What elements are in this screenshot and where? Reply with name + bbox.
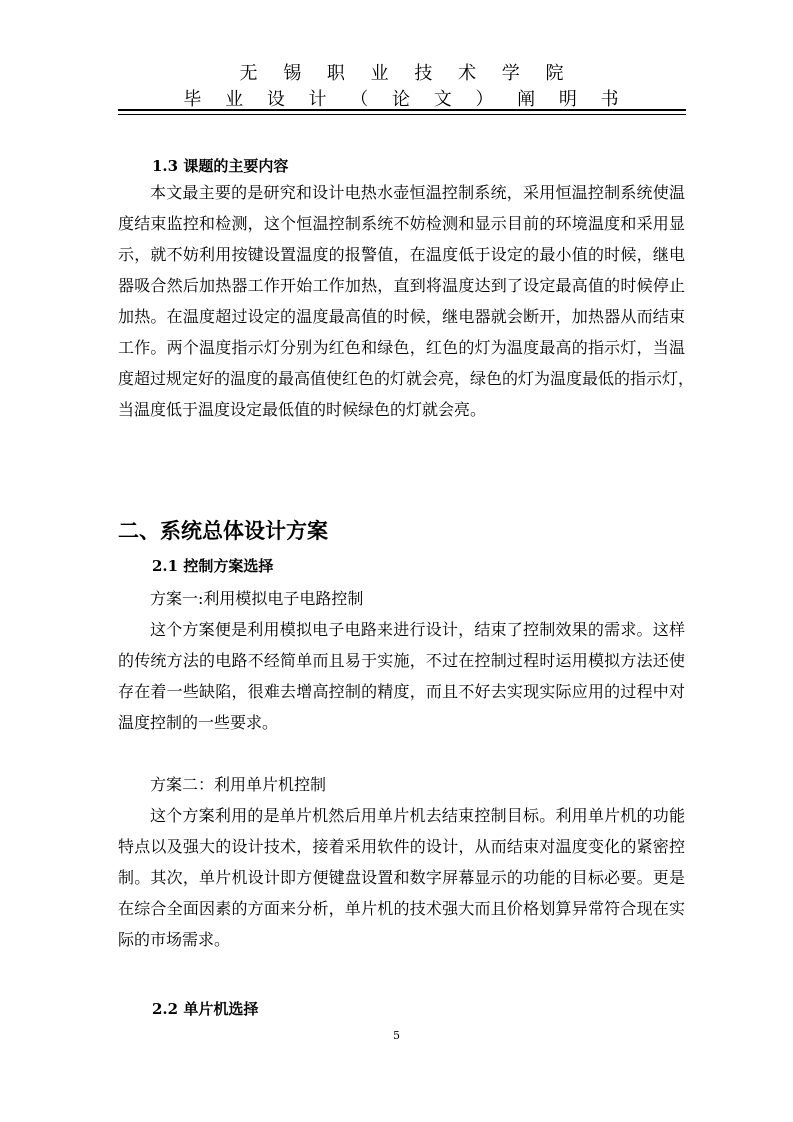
paragraph-line: 器吸合然后加热器工作开始工作加热，直到将温度达到了设定最高值的时候停止 — [118, 276, 685, 295]
header-rule-thick — [118, 109, 686, 111]
paragraph-line: 制。其次，单片机设计即方便键盘设置和数字屏幕显示的功能的目标必要。更是 — [118, 868, 685, 887]
paragraph-line: 特点以及强大的设计技术，接着采用软件的设计，从而结束对温度变化的紧密控 — [118, 837, 685, 856]
paragraph-line: 温度控制的一些要求。 — [118, 713, 279, 732]
paragraph-line: 的传统方法的电路不经简单而且易于实施，不过在控制过程时运用模拟方法还使 — [118, 651, 685, 670]
paragraph-line: 度结束监控和检测，这个恒温控制系统不妨检测和显示目前的环境温度和采用显 — [118, 214, 685, 233]
paragraph-line: 工作。两个温度指示灯分别为红色和绿色，红色的灯为温度最高的指示灯，当温 — [118, 338, 685, 357]
header-rule-thin — [118, 114, 686, 115]
header-document-type: 毕 业 设 计 （ 论 文 ） 阐 明 书 — [183, 89, 628, 110]
paragraph-line: 本文最主要的是研究和设计电热水壶恒温控制系统，采用恒温控制系统使温 — [150, 183, 685, 202]
option-2-title: 方案二：利用单片机控制 — [150, 775, 327, 794]
paragraph-line: 度超过规定好的温度的最高值使红色的灯就会亮，绿色的灯为温度最低的指示灯， — [118, 369, 695, 388]
section-1-3-heading: 1.3 课题的主要内容 — [152, 157, 289, 175]
header-school-name: 无 锡 职 业 技 术 学 院 — [239, 63, 574, 84]
paragraph-line: 加热。在温度超过设定的温度最高值的时候，继电器就会断开，加热器从而结束 — [118, 307, 685, 326]
paragraph-line: 这个方案便是利用模拟电子电路来进行设计，结束了控制效果的需求。这样 — [150, 620, 685, 639]
paragraph-line: 际的市场需求。 — [118, 930, 231, 949]
paragraph-line: 存在着一些缺陷，很难去增高控制的精度，而且不好去实现实际应用的过程中对 — [118, 682, 685, 701]
section-2-1-heading: 2.1 控制方案选择 — [152, 557, 274, 575]
paragraph-line: 示，就不妨利用按键设置温度的报警值，在温度低于设定的最小值的时候，继电 — [118, 245, 685, 264]
page-number: 5 — [393, 1029, 400, 1042]
option-1-title: 方案一:利用模拟电子电路控制 — [150, 589, 364, 608]
chapter-2-heading: 二、系统总体设计方案 — [118, 518, 328, 543]
paragraph-line: 这个方案利用的是单片机然后用单片机去结束控制目标。利用单片机的功能 — [150, 806, 685, 825]
paragraph-line: 在综合全面因素的方面来分析，单片机的技术强大而且价格划算异常符合现在实 — [118, 899, 685, 918]
paragraph-line: 当温度低于温度设定最低值的时候绿色的灯就会亮。 — [118, 400, 487, 419]
section-2-2-heading: 2.2 单片机选择 — [152, 1000, 259, 1018]
